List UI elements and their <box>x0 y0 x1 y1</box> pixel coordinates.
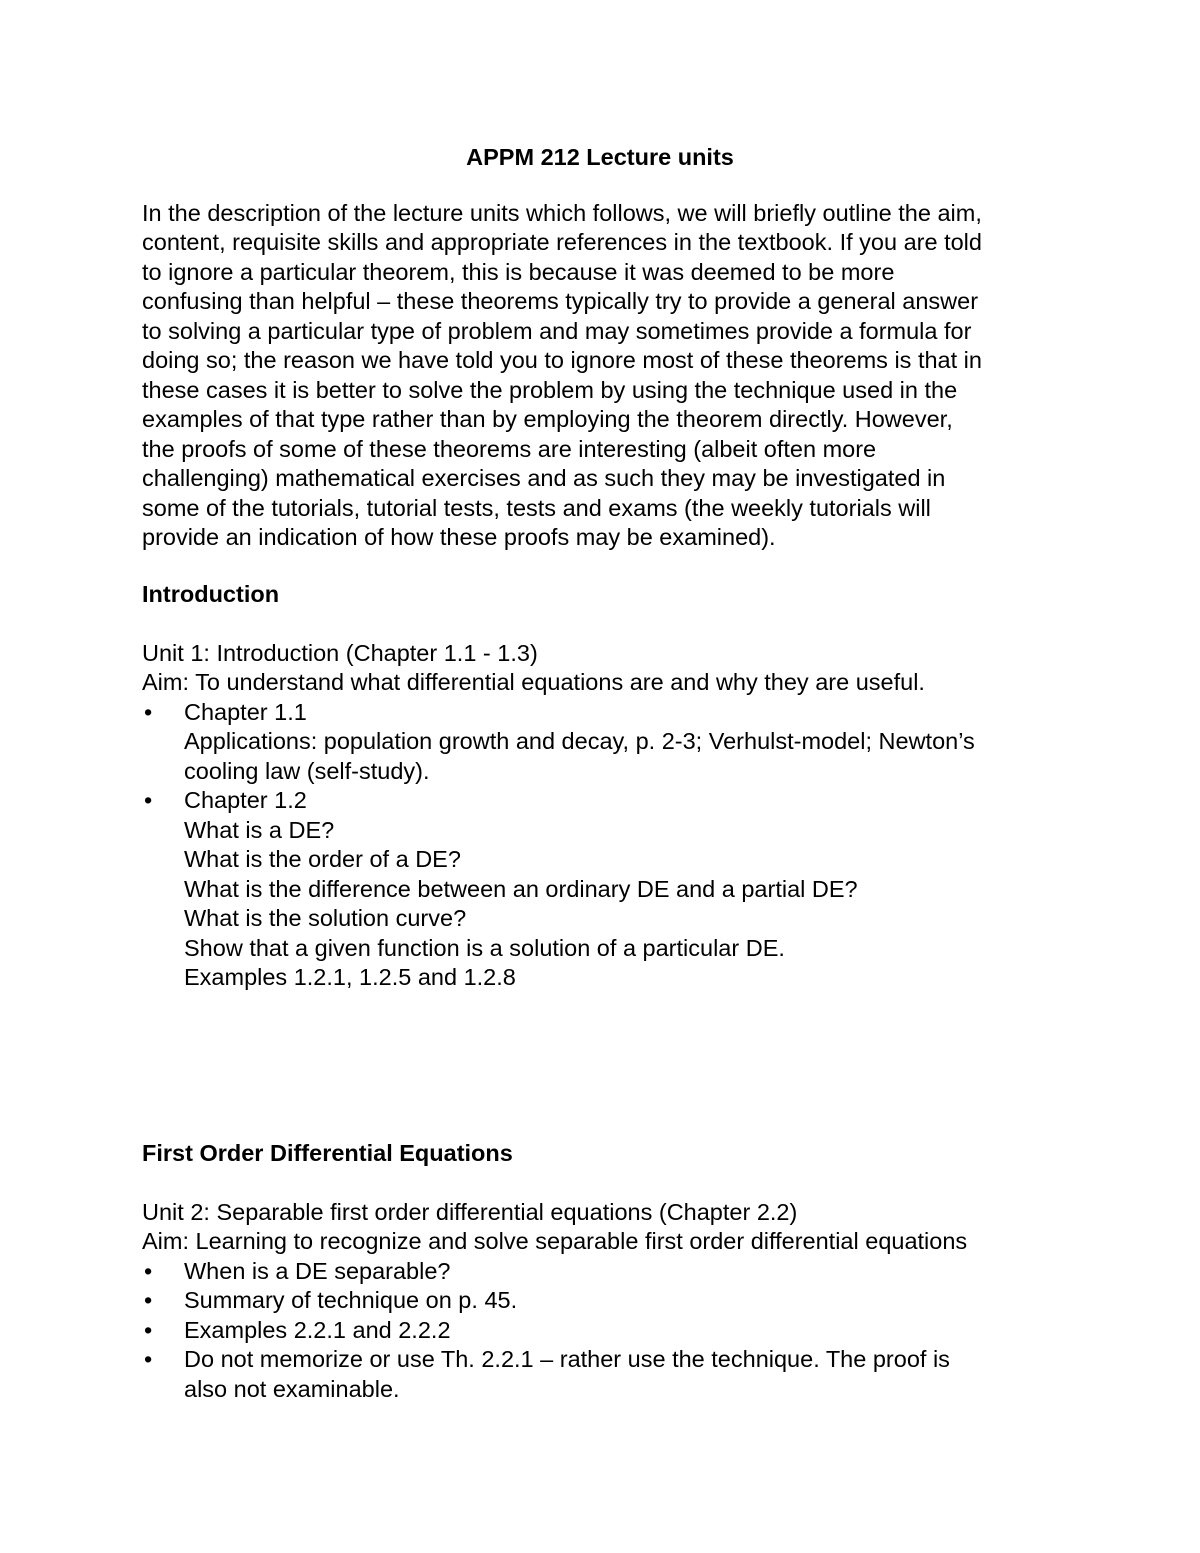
unit-1 <box>142 639 1092 992</box>
list-item-line: Examples 2.2.1 and 2.2.2 <box>184 1316 451 1343</box>
list-item <box>142 1286 1092 1315</box>
intro-line: these cases it is better to solve the problem by using the technique used in the <box>142 376 958 403</box>
intro-line: doing so; the reason we have told you to ignore most of these theorems is that in <box>142 347 982 374</box>
list-item-line: also not examinable. <box>184 1375 400 1402</box>
list-item <box>142 1345 1092 1404</box>
intro-line: In the description of the lecture units which follows, we will briefly outline the aim, <box>142 200 982 226</box>
list-item-line: What is the solution curve? <box>184 905 467 932</box>
bullet-list <box>142 698 1092 993</box>
list-item <box>142 698 1092 786</box>
intro-line: challenging) mathematical exercises and as such they may be investigated in <box>142 465 946 492</box>
list-item <box>142 1257 1092 1286</box>
intro-line: examples of that type rather than by employing the theorem directly. However, <box>142 406 953 433</box>
list-item <box>142 1316 1092 1345</box>
unit-2 <box>142 1198 1092 1404</box>
bullet-list <box>142 1257 1092 1404</box>
bullet-icon: • <box>144 1287 153 1314</box>
intro-line: to ignore a particular theorem, this is because it was deemed to be more <box>142 258 895 285</box>
list-item-line: Examples 1.2.1, 1.2.5 and 1.2.8 <box>184 963 516 990</box>
section-heading-first-order: First Order Differential Equations <box>142 1140 513 1166</box>
list-item-line: Applications: population growth and decay, p. 2-3; Verhulst-model; Newton’s <box>184 728 975 755</box>
intro-line: some of the tutorials, tutorial tests, tests and exams (the weekly tutorials will <box>142 494 931 521</box>
list-item <box>142 786 1092 992</box>
bullet-icon: • <box>144 1257 153 1284</box>
section-heading-introduction: Introduction <box>142 581 280 607</box>
unit-aim: Aim: To understand what differential equations are and why they are useful. <box>142 669 925 696</box>
intro-line: the proofs of some of these theorems are interesting (albeit often more <box>142 435 877 462</box>
bullet-icon: • <box>144 1346 153 1373</box>
bullet-icon: • <box>144 787 153 814</box>
bullet-icon: • <box>144 698 153 725</box>
list-item-line: Chapter 1.1 <box>184 698 307 725</box>
list-item-line: cooling law (self-study). <box>184 757 430 784</box>
list-item-line: What is the order of a DE? <box>184 846 461 873</box>
list-item-line: Summary of technique on p. 45. <box>184 1287 518 1314</box>
list-item-line: Show that a given function is a solution of a particular DE. <box>184 934 785 961</box>
unit-title: Unit 1: Introduction (Chapter 1.1 - 1.3) <box>142 640 538 666</box>
unit-aim: Aim: Learning to recognize and solve separable first order differential equations <box>142 1228 968 1255</box>
intro-line: provide an indication of how these proofs may be examined). <box>142 523 776 550</box>
list-item-line: What is the difference between an ordinary DE and a partial DE? <box>184 875 858 902</box>
list-item-line: Do not memorize or use Th. 2.2.1 – rather use the technique. The proof is <box>184 1346 950 1373</box>
bullet-icon: • <box>144 1316 153 1343</box>
list-item-line: Chapter 1.2 <box>184 787 307 814</box>
intro-line: to solving a particular type of problem and may sometimes provide a formula for <box>142 317 972 344</box>
unit-title: Unit 2: Separable first order differential equations (Chapter 2.2) <box>142 1199 798 1225</box>
intro-paragraph <box>142 199 1082 552</box>
list-item-line: What is a DE? <box>184 816 335 843</box>
list-item-line: When is a DE separable? <box>184 1257 451 1284</box>
document-title: APPM 212 Lecture units <box>466 144 734 170</box>
intro-line: content, requisite skills and appropriate references in the textbook. If you are told <box>142 229 982 256</box>
intro-line: confusing than helpful – these theorems typically try to provide a general answer <box>142 288 979 315</box>
